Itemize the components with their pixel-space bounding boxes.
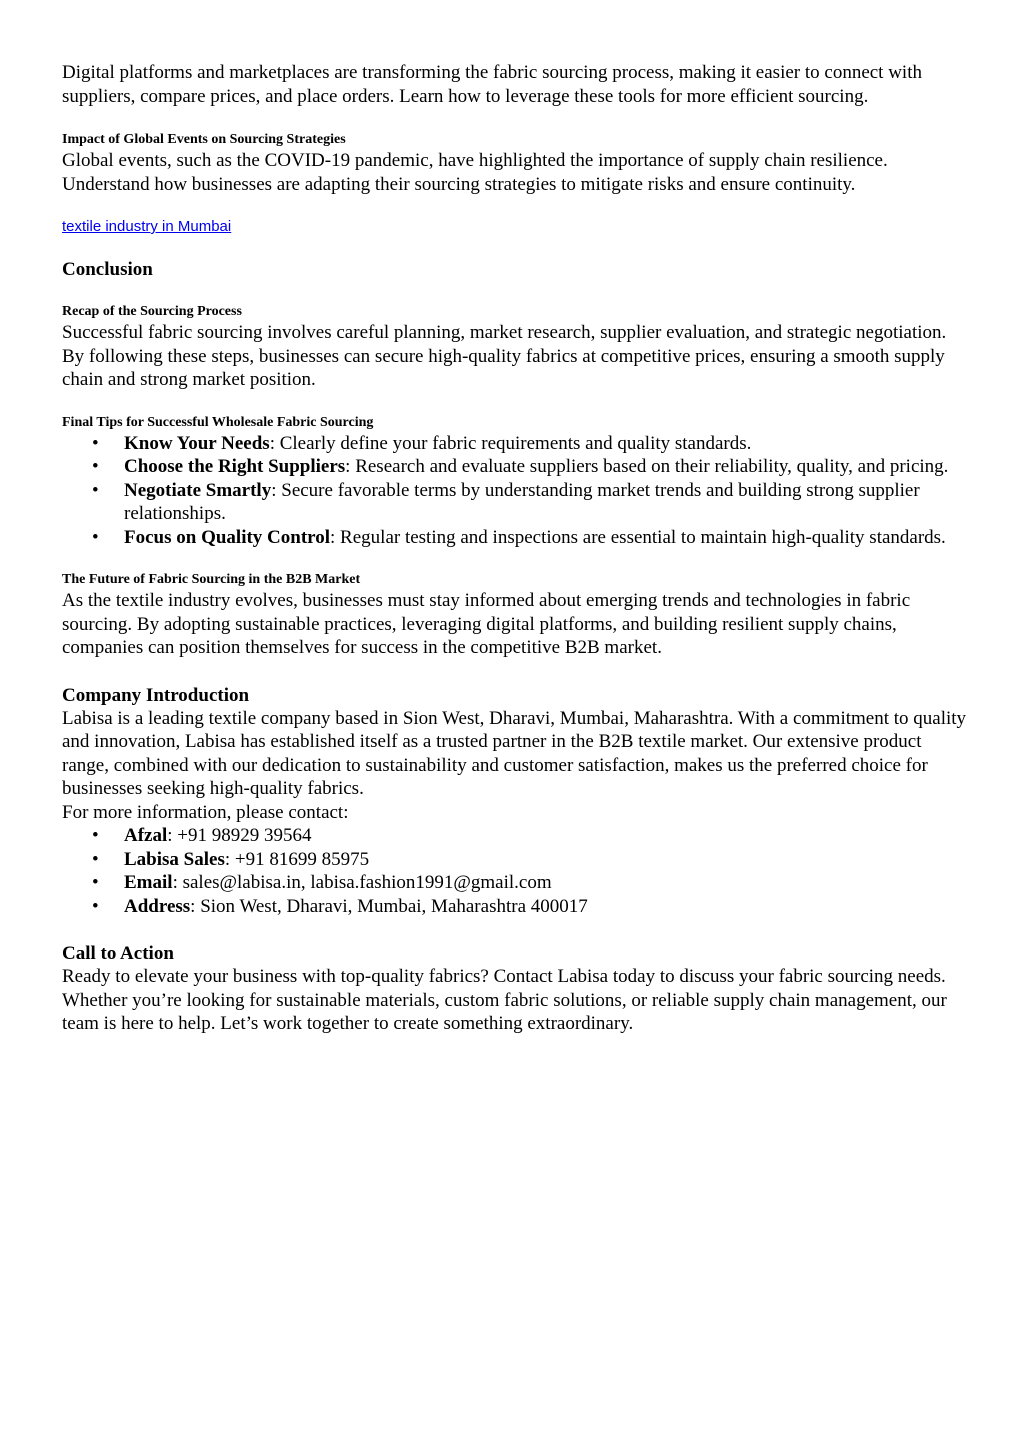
textile-industry-link[interactable]: textile industry in Mumbai (62, 218, 232, 235)
tip-description: : Research and evaluate suppliers based on their reliability, quality, and pricing. (345, 456, 949, 477)
heading-call-to-action: Call to Action (62, 943, 174, 964)
heading-recap: Recap of the Sourcing Process (62, 304, 242, 319)
recap-paragraph: Successful fabric sourcing involves careful planning, market research, supplier evaluation, and strategic negotiation. By following these steps, businesses can secure high-quality fabrics at competitive prices, ensuring a smooth supply chain and strong market position. (62, 322, 947, 390)
list-item (124, 479, 967, 526)
final-tips-list (62, 432, 967, 550)
contact-term: Afzal (124, 825, 168, 846)
intro-paragraph: Digital platforms and marketplaces are transforming the fabric sourcing process, making it easier to connect with suppliers, compare prices, and place orders. Learn how to leverage these tools for more efficient sourcing. (62, 62, 922, 107)
contact-list (62, 824, 967, 918)
contact-value: : Sion West, Dharavi, Mumbai, Maharashtra 400017 (190, 895, 588, 917)
list-item (124, 432, 967, 456)
tip-term: Choose the Right Suppliers (124, 456, 346, 477)
company-paragraph: Labisa is a leading textile company based in Sion West, Dharavi, Mumbai, Maharashtra. With a commitment to quality and innovation, Labisa has established itself as a trusted partner in the B2B textile market. Our extensive product range, combined with our dedication to sustainability and customer satisfaction, makes us the preferred choice for businesses seeking high-quality fabrics. (62, 707, 967, 799)
heading-impact-global-events: Impact of Global Events on Sourcing Strategies (62, 132, 346, 147)
contact-term: Email (124, 872, 173, 893)
list-item (124, 895, 967, 919)
list-item (124, 848, 967, 872)
tip-term: Know Your Needs (124, 432, 270, 454)
contact-term: Address (124, 895, 191, 917)
list-item (124, 871, 967, 895)
tip-term: Focus on Quality Control (124, 526, 331, 548)
heading-final-tips: Final Tips for Successful Wholesale Fabric Sourcing (62, 414, 374, 430)
tip-description: : Regular testing and inspections are essential to maintain high-quality standards. (330, 526, 946, 548)
contact-value: : +91 81699 85975 (224, 848, 370, 870)
contact-value: : +91 98929 39564 (167, 825, 312, 846)
tip-description: : Secure favorable terms by understanding market trends and building strong supplier relationships. (124, 479, 920, 524)
list-item (124, 455, 967, 479)
list-item (124, 526, 967, 550)
global-events-paragraph: Global events, such as the COVID-19 pandemic, have highlighted the importance of supply chain resilience. Understand how businesses are adapting their sourcing strategies to mitigate risks and ensure continuity. (62, 150, 888, 195)
list-item (124, 824, 967, 848)
tip-term: Negotiate Smartly (124, 479, 272, 501)
contact-value: : sales@labisa.in, labisa.fashion1991@gmail.com (172, 872, 552, 893)
contact-intro-paragraph: For more information, please contact: (62, 801, 349, 823)
future-paragraph: As the textile industry evolves, businesses must stay informed about emerging trends and technologies in fabric sourcing. By adopting sustainable practices, leveraging digital platforms, and building resilient supply chains, companies can position themselves for success in the competitive B2B market. (62, 590, 911, 658)
contact-term: Labisa Sales (124, 848, 225, 870)
cta-paragraph: Ready to elevate your business with top-quality fabrics? Contact Labisa today to discuss your fabric sourcing needs. Whether you’re looking for sustainable materials, custom fabric solutions, or reliable supply chain management, our team is here to help. Let’s work together to create something extraordinary. (62, 966, 947, 1034)
heading-conclusion: Conclusion (62, 259, 153, 280)
heading-company-introduction: Company Introduction (62, 684, 250, 706)
heading-future: The Future of Fabric Sourcing in the B2B Market (62, 572, 361, 587)
document-page (62, 61, 967, 1036)
tip-description: : Clearly define your fabric requirements and quality standards. (269, 432, 752, 454)
